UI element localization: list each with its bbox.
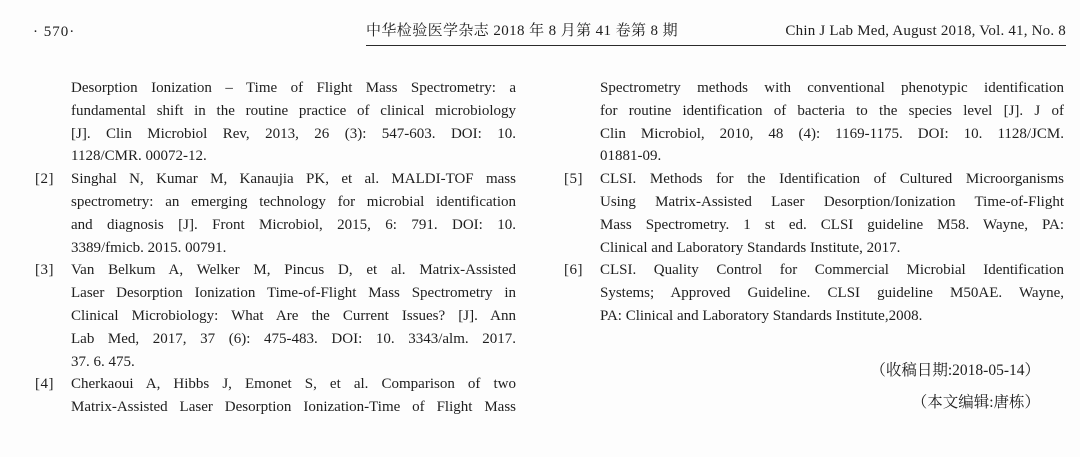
journal-title-cn: 中华检验医学杂志 2018 年 8 月第 41 卷第 8 期	[366, 23, 679, 39]
reference-line: Lab Med, 2017, 37 (6): 475-483. DOI: 10. 3343/alm. 2017.	[71, 330, 516, 347]
reference-number: [6]	[564, 262, 583, 279]
reference-line: 37. 6. 475.	[71, 353, 135, 370]
reference-line: and diagnosis [J]. Front Microbiol, 2015, 6: 791. DOI: 10.	[71, 216, 516, 233]
reference-line: Singhal N, Kumar M, Kanaujia PK, et al. MALDI-TOF mass	[71, 171, 516, 188]
reference-line: spectrometry: an emerging technology for microbial identification	[71, 193, 516, 210]
reference-line: 1128/CMR. 00072-12.	[71, 148, 207, 165]
page-number: · 570·	[33, 24, 76, 40]
reference-line: [J]. Clin Microbiol Rev, 2013, 26 (3): 547-603. DOI: 10.	[71, 125, 516, 142]
reference-number: [4]	[35, 376, 54, 393]
reference-line: Clin Microbiol, 2010, 48 (4): 1169-1175. DOI: 10. 1128/JCM.	[600, 125, 1064, 142]
reference-line: 01881-09.	[600, 148, 662, 165]
reference-4-continued	[564, 77, 1064, 168]
reference-line: fundamental shift in the routine practice of clinical microbiology	[71, 102, 516, 119]
reference-number: [2]	[35, 171, 54, 188]
reference-line: CLSI. Quality Control for Commercial Microbial Identification	[600, 262, 1064, 279]
reference-line: Desorption Ionization – Time of Flight Mass Spectrometry: a	[71, 80, 516, 96]
reference-line: Mass Spectrometry. 1 st ed. CLSI guideline M58. Wayne, PA:	[600, 216, 1064, 233]
reference-number: [5]	[564, 171, 583, 188]
editor-note: （本文编辑:唐栋）	[911, 393, 1040, 411]
reference-5	[564, 168, 1064, 259]
reference-line: Clinical Microbiology: What Are the Current Issues? [J]. Ann	[71, 307, 516, 324]
reference-number: [3]	[35, 262, 54, 279]
reference-4	[35, 373, 516, 419]
reference-2	[35, 168, 516, 259]
reference-line: PA: Clinical and Laboratory Standards Institute,2008.	[600, 307, 923, 324]
reference-6	[564, 259, 1064, 327]
journal-title-en: Chin J Lab Med, August 2018, Vol. 41, No. 8	[785, 23, 1066, 39]
right-column	[564, 77, 1064, 419]
reference-3	[35, 259, 516, 373]
reference-line: Using Matrix-Assisted Laser Desorption/Ionization Time-of-Flight	[600, 193, 1064, 210]
reference-line: Matrix-Assisted Laser Desorption Ionization-Time of Flight Mass	[71, 399, 516, 416]
reference-line: 3389/fmicb. 2015. 00791.	[71, 239, 227, 256]
reference-line: Systems; Approved Guideline. CLSI guideline M50AE. Wayne,	[600, 285, 1064, 302]
reference-line: CLSI. Methods for the Identification of Cultured Microorganisms	[600, 171, 1064, 188]
running-head	[366, 19, 1066, 46]
reference-line: Clinical and Laboratory Standards Institute, 2017.	[600, 239, 901, 256]
left-column	[35, 77, 516, 419]
reference-line: Cherkaoui A, Hibbs J, Emonet S, et al. Comparison of two	[71, 376, 516, 393]
reference-line: for routine identification of bacteria to the species level [J]. J of	[600, 102, 1064, 119]
received-date-note: （收稿日期:2018-05-14）	[870, 361, 1040, 379]
references-section	[35, 77, 1064, 419]
reference-line: Van Belkum A, Welker M, Pincus D, et al. Matrix-Assisted	[71, 262, 516, 279]
reference-1-continued	[35, 77, 516, 168]
reference-line: Laser Desorption Ionization Time-of-Flight Mass Spectrometry in	[71, 285, 516, 302]
reference-line: Spectrometry methods with conventional phenotypic identification	[600, 80, 1064, 96]
